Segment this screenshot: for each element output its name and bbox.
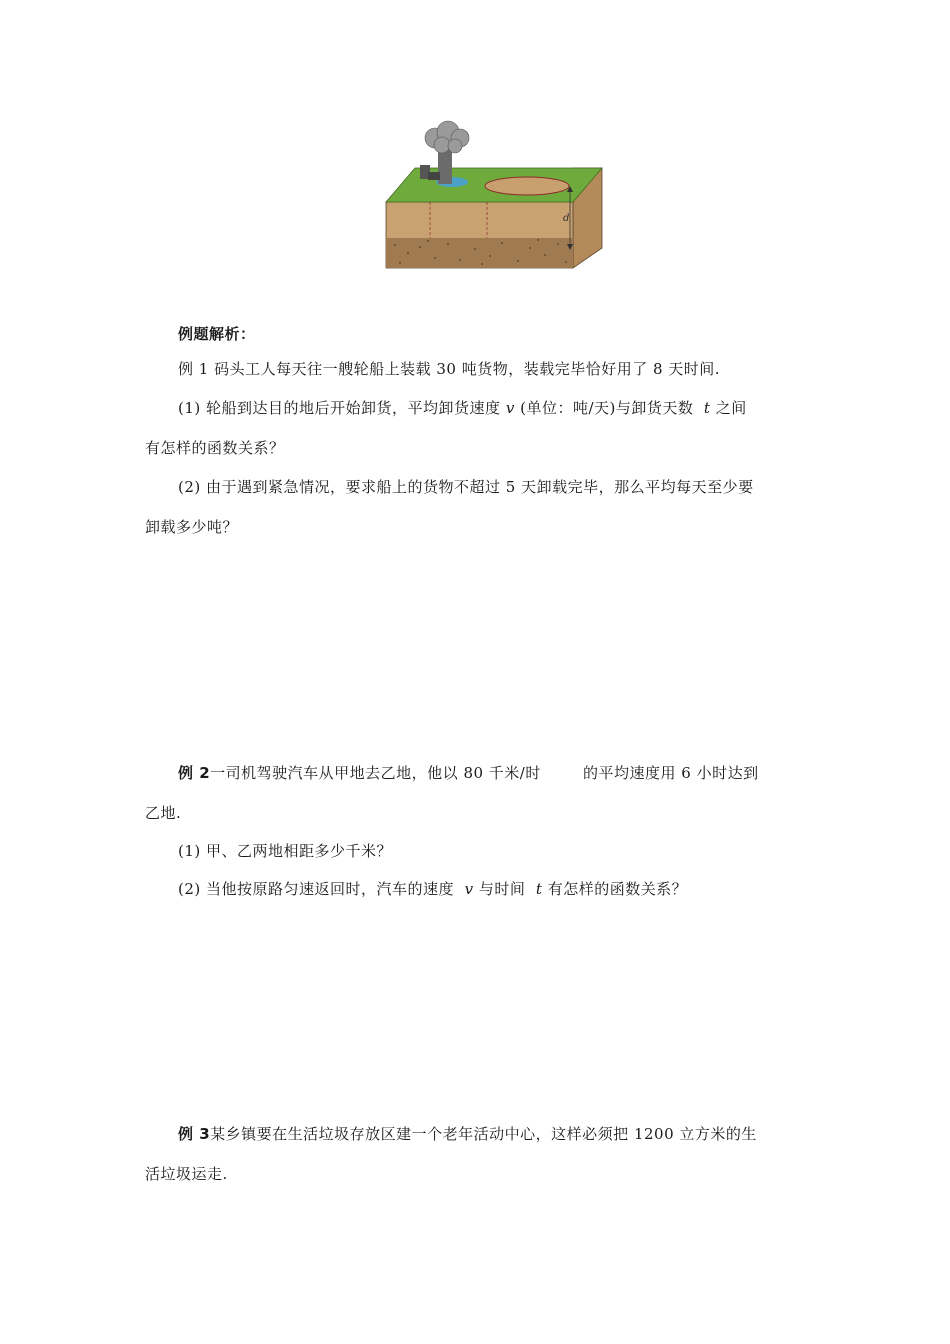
ex2-text-b: 的平均速度用 6 小时达到 <box>583 764 759 782</box>
ex1-q1-text-b: (单位：吨/天)与卸货天数 <box>520 399 694 417</box>
ex2-intro <box>178 763 759 783</box>
ex3-text-cont: 活垃圾运走. <box>145 1165 228 1183</box>
ex2-q2-text-c: 有怎样的函数关系？ <box>547 880 688 898</box>
ex2-q2-var-v: v <box>464 880 474 898</box>
ex2-text-cont: 乙地. <box>145 804 182 822</box>
ex1-q1 <box>178 398 747 418</box>
ex1-q1-text-a: 轮船到达目的地后开始卸货，平均卸货速度 <box>206 399 501 417</box>
landfill-figure <box>380 120 605 270</box>
ex3-text: 某乡镇要在生活垃圾存放区建一个老年活动中心，这样必须把 1200 立方米的生 <box>210 1125 757 1143</box>
ex2-q2-text-a: 当他按原路匀速返回时，汽车的速度 <box>206 880 455 898</box>
ex2-q1-text: 甲、乙两地相距多少千米？ <box>206 842 393 860</box>
ex2-q2-text-b: 与时间 <box>478 880 526 898</box>
ex1-q2-cont: 卸载多少吨？ <box>145 518 239 536</box>
ex1-q1-cont: 有怎样的函数关系？ <box>145 439 285 457</box>
ex1-q2 <box>178 477 754 497</box>
ex2-q2 <box>178 879 687 899</box>
ex1-q1-var-v: v <box>505 399 515 417</box>
ex1-q1-num: (1) <box>178 399 201 417</box>
landfill-pit <box>485 177 569 195</box>
ex2-text-a: 一司机驾驶汽车从甲地去乙地，他以 80 千米/时 <box>210 764 541 782</box>
ex1-intro <box>178 359 720 379</box>
box-soil-layer <box>386 238 573 268</box>
smoke-cloud <box>425 121 469 153</box>
ex2-q2-num: (2) <box>178 880 201 898</box>
ex1-q1-var-t: t <box>703 399 711 417</box>
ex2-q1-num: (1) <box>178 842 201 860</box>
ex1-label: 例 1 <box>178 360 209 378</box>
ex1-q2-num: (2) <box>178 478 201 496</box>
ex3-intro <box>178 1124 757 1144</box>
ex2-q1 <box>178 841 392 861</box>
ex1-text: 码头工人每天往一艘轮船上装载 30 吨货物，装载完毕恰好用了 8 天时间. <box>214 360 721 378</box>
ex2-q2-var-t: t <box>535 880 543 898</box>
section-title: 例题解析： <box>178 325 256 343</box>
ex1-q2-text: 由于遇到紧急情况，要求船上的货物不超过 5 天卸载完毕，那么平均每天至少要 <box>206 478 754 496</box>
depth-label: d <box>563 213 570 224</box>
ex1-q1-text-c: 之间 <box>715 399 747 417</box>
ex2-label: 例 2 <box>178 764 211 782</box>
ex3-label: 例 3 <box>178 1125 211 1143</box>
